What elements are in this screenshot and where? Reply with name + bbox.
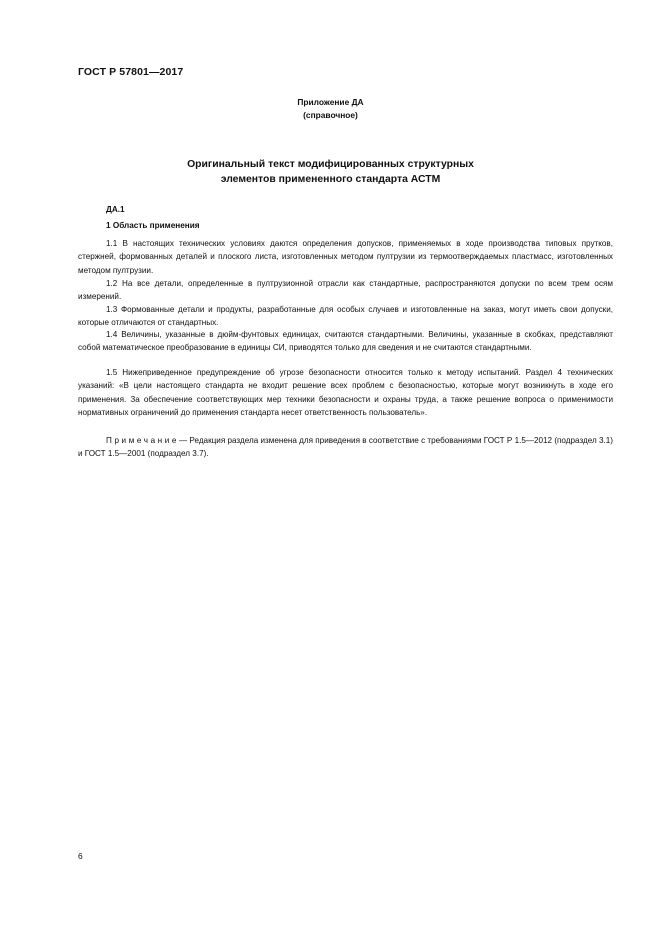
annex-title: Приложение ДА: [297, 97, 364, 107]
annex-subtitle: (справочное): [303, 110, 358, 120]
document-title-line-2: элементов примененного стандарта АСТМ: [220, 174, 441, 185]
document-title-line-1: Оригинальный текст модифицированных структурных: [187, 159, 474, 170]
paragraph-text: 1.3 Формованные детали и продукты, разработанные для особых случаев и изготовленные на заказ, могут иметь свои допуски, которые отличаются от стандартных.: [78, 305, 613, 328]
paragraph-text: 1.5 Нижеприведенное предупреждение об угрозе безопасности относится только к методу испытаний. Раздел 4 технических указаний: «В цели настоящего стандарта не входит решение всех проблем с безопасностью, которые могут возникнуть в ходе его применения. За обеспечение соответствующих мер техники безопасности и охраны труда, а также решение вопроса о применимости нормативных ограничений до применения стандарта несет ответственность пользователь».: [78, 368, 613, 417]
note-block: [78, 434, 613, 461]
section-paragraph-1-4: [78, 328, 613, 355]
paragraph-text: 1.1 В настоящих технических условиях даются определения допусков, применяемых в ходе производства типовых прутков, стержней, формованных деталей и плоского листа, изготовленных методом пултрузии из термоотверждаемых пластмасс, изготовленных методом пултрузии.: [78, 239, 613, 275]
section-paragraph-1-1: [78, 237, 613, 277]
note-text: — Редакция раздела изменена для приведения в соответствие с требованиями ГОСТ Р 1.5—2012 (подраздел 3.1) и ГОСТ 1.5—2001 (подраздел 3.7).: [78, 436, 613, 459]
section-id: ДА.1: [106, 205, 125, 214]
section-paragraph-1-3: [78, 303, 613, 330]
paragraph-text: 1.4 Величины, указанные в дюйм-фунтовых единицах, считаются стандартными. Величины, указанные в скобках, представляют собой математическое преобразование в единицы СИ, приводятся только для сведения и не считаются стандартными.: [78, 330, 613, 353]
page-number: 6: [78, 851, 83, 861]
paragraph-text: 1.2 На все детали, определенные в пултрузионной отрасли как стандартные, распространяются допуски по всем трем осям измерений.: [78, 279, 613, 302]
section-paragraph-1-5: [78, 366, 613, 419]
note-label: Примечание: [106, 436, 180, 445]
section-paragraph-1-2: [78, 277, 613, 304]
document-standard-code: ГОСТ Р 57801—2017: [78, 66, 184, 78]
document-title: [0, 157, 661, 187]
section-heading: 1 Область применения: [106, 221, 200, 230]
